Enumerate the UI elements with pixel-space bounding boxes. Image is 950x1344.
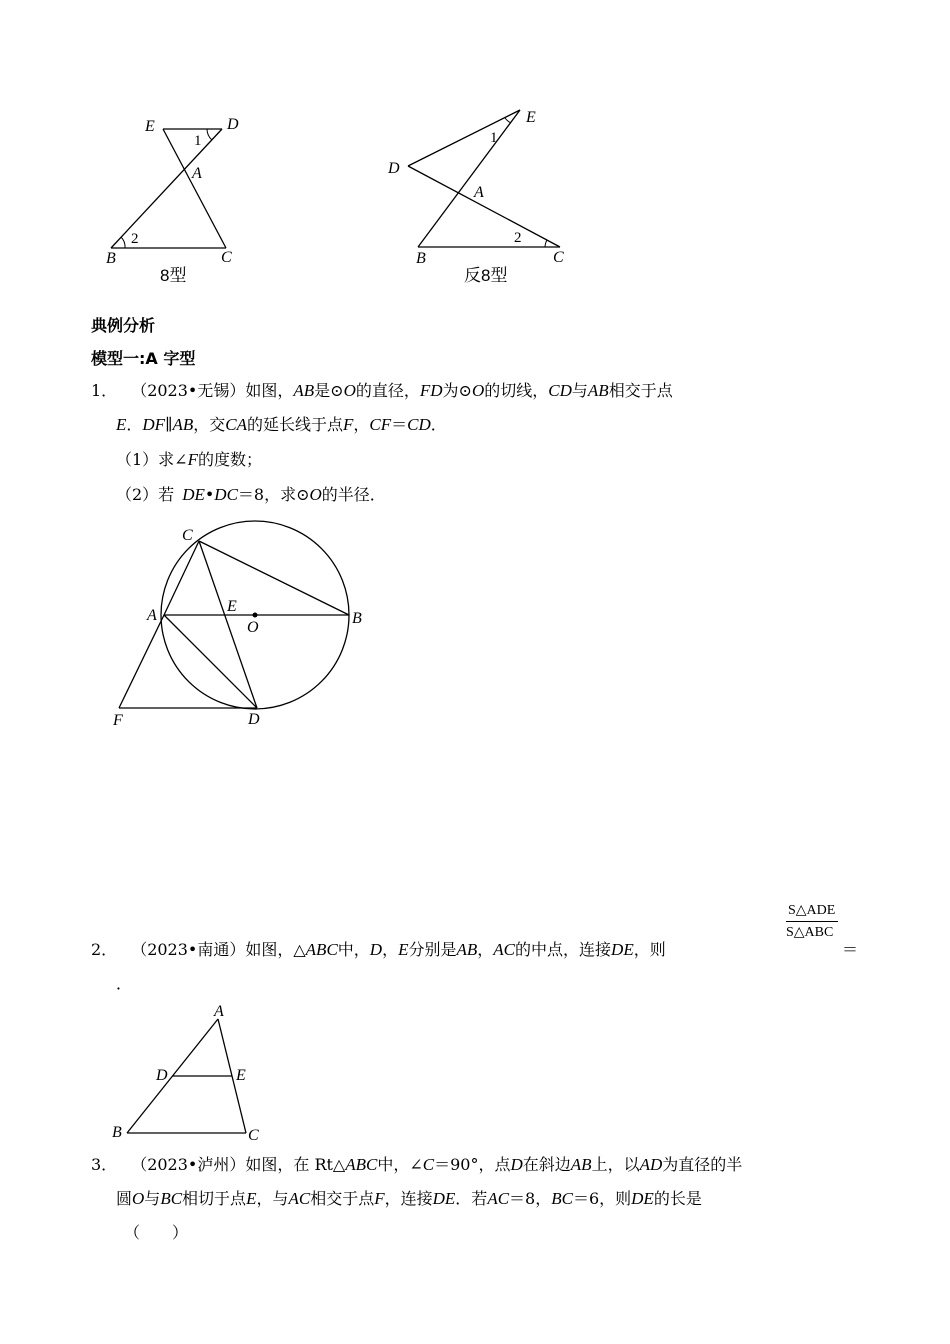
q1-part-1 bbox=[116, 443, 262, 477]
q3-text: ，连接 bbox=[384, 1189, 433, 1208]
q1-text: 的半径． bbox=[321, 485, 386, 504]
q2-text: 中， bbox=[337, 940, 370, 959]
figure-reverse-8-shape bbox=[380, 100, 580, 290]
q1-line-1 bbox=[91, 374, 861, 408]
q1-var: E bbox=[116, 415, 127, 434]
angle-2-arc bbox=[121, 237, 125, 248]
q1-var: AB bbox=[172, 415, 194, 434]
q3-var: C bbox=[422, 1155, 435, 1174]
q1-text: 与 bbox=[571, 381, 588, 400]
q1-var: AB bbox=[293, 381, 315, 400]
label-A: A bbox=[147, 607, 157, 624]
q2-triangle-figure bbox=[105, 1000, 275, 1150]
q1-text: ， bbox=[353, 415, 370, 434]
label-angle-2: 2 bbox=[514, 230, 522, 246]
q1-text: ． bbox=[430, 415, 447, 434]
q1-text: ＝ bbox=[391, 415, 408, 434]
figure-reverse-8-caption: 反8型 bbox=[464, 266, 508, 285]
q2-var: D bbox=[369, 940, 383, 959]
label-C: C bbox=[221, 249, 232, 266]
label-C: C bbox=[182, 527, 193, 544]
q3-text: ＝90°，点 bbox=[434, 1155, 511, 1174]
fraction-numerator: S△ADE bbox=[788, 903, 836, 918]
q1-var: F bbox=[343, 415, 354, 434]
q2-equals: ＝ bbox=[842, 940, 859, 959]
q2-number: 2． bbox=[91, 940, 118, 959]
label-D: D bbox=[156, 1067, 168, 1084]
q1-var: O bbox=[309, 485, 322, 504]
q2-var: AB bbox=[456, 940, 478, 959]
center-point-O bbox=[253, 613, 258, 618]
q1-var: CD bbox=[407, 415, 431, 434]
q1-var: CD bbox=[548, 381, 572, 400]
fraction-denominator: S△ABC bbox=[786, 925, 834, 940]
q1-var: DC bbox=[214, 485, 238, 504]
label-E: E bbox=[145, 118, 155, 135]
q3-text: 中，∠ bbox=[377, 1155, 423, 1174]
q3-line-2 bbox=[116, 1182, 702, 1216]
q3-text: 相切于点 bbox=[182, 1189, 247, 1208]
q3-text: 相交于点 bbox=[310, 1189, 375, 1208]
label-angle-2: 2 bbox=[131, 231, 139, 247]
label-B: B bbox=[416, 250, 426, 267]
q3-text: ＝6，则 bbox=[572, 1189, 632, 1208]
q2-source: （2023•南通） bbox=[131, 940, 246, 959]
q1-text: 为⊙ bbox=[442, 381, 472, 400]
q3-text: ．若 bbox=[455, 1189, 488, 1208]
q3-var: O bbox=[132, 1189, 145, 1208]
q3-answer-paren: （ ） bbox=[124, 1223, 189, 1242]
label-B: B bbox=[106, 250, 116, 267]
q3-text: 与 bbox=[144, 1189, 161, 1208]
q1-text: 是⊙ bbox=[314, 381, 344, 400]
q1-text: 的直径， bbox=[355, 381, 420, 400]
label-D: D bbox=[227, 116, 239, 133]
q3-var: F bbox=[374, 1189, 385, 1208]
q1-line-2 bbox=[116, 408, 447, 442]
q1-var: F bbox=[187, 450, 198, 469]
q2-fraction bbox=[786, 902, 840, 941]
q1-var: DE bbox=[182, 485, 205, 504]
q1-source: （2023•无锡） bbox=[131, 381, 246, 400]
label-E: E bbox=[227, 598, 237, 615]
q1-var: CF bbox=[369, 415, 392, 434]
q3-var: BC bbox=[160, 1189, 183, 1208]
angle-2-arc bbox=[545, 240, 547, 247]
q1-text: • bbox=[204, 485, 215, 504]
q3-var: AC bbox=[487, 1189, 510, 1208]
q2-text: 如图，△ bbox=[245, 940, 306, 959]
q3-var: D bbox=[510, 1155, 523, 1174]
segment-AF bbox=[119, 615, 164, 708]
q2-text: 分别是 bbox=[408, 940, 457, 959]
q2-text: ，则 bbox=[633, 940, 666, 959]
label-O: O bbox=[247, 619, 259, 636]
q2-blank-end: ． bbox=[116, 974, 133, 993]
segment-DB bbox=[111, 129, 222, 248]
q1-text: （1）求∠ bbox=[116, 450, 188, 469]
q1-var: CA bbox=[225, 415, 247, 434]
segment-EB bbox=[418, 110, 520, 247]
q3-var: AC bbox=[288, 1189, 311, 1208]
q1-text: ∥ bbox=[165, 415, 173, 434]
q1-part-2 bbox=[116, 478, 386, 512]
q1-var: AB bbox=[587, 381, 609, 400]
q3-var: DE bbox=[631, 1189, 654, 1208]
q3-text: 为直径的半 bbox=[662, 1155, 743, 1174]
q1-var: DF bbox=[142, 415, 166, 434]
q3-text: 的长是 bbox=[653, 1189, 702, 1208]
q3-source: （2023•泸州） bbox=[131, 1155, 246, 1174]
q3-number: 3． bbox=[91, 1155, 118, 1174]
label-B: B bbox=[112, 1124, 122, 1141]
model-title: 模型一:A 字型 bbox=[91, 349, 196, 368]
q1-circle-figure bbox=[105, 515, 375, 730]
q1-text: ，交 bbox=[193, 415, 226, 434]
q1-text: （2）若 bbox=[116, 485, 175, 504]
q3-text: 上，以 bbox=[591, 1155, 640, 1174]
q1-text: ＝8，求⊙ bbox=[237, 485, 310, 504]
q2-var: DE bbox=[611, 940, 634, 959]
fraction-bar bbox=[786, 921, 838, 922]
q3-text: ，与 bbox=[256, 1189, 289, 1208]
q3-text: 在斜边 bbox=[522, 1155, 571, 1174]
q1-var: O bbox=[343, 381, 356, 400]
q2-line-1 bbox=[91, 933, 666, 967]
label-F: F bbox=[113, 712, 123, 729]
segment-DE bbox=[408, 110, 520, 166]
label-E: E bbox=[236, 1067, 246, 1084]
q3-text: 圆 bbox=[116, 1189, 133, 1208]
q3-var: BC bbox=[551, 1189, 573, 1208]
label-angle-1: 1 bbox=[194, 133, 202, 149]
q1-text: 的切线， bbox=[484, 381, 549, 400]
q2-var: E bbox=[398, 940, 409, 959]
q1-text: 的延长线于点 bbox=[247, 415, 344, 434]
q2-var: ABC bbox=[305, 940, 338, 959]
q1-var: O bbox=[471, 381, 485, 400]
q1-var: FD bbox=[419, 381, 443, 400]
label-A: A bbox=[192, 165, 202, 182]
q3-text: ＝8， bbox=[509, 1189, 552, 1208]
angle-1-arc bbox=[207, 129, 212, 140]
segment-DC bbox=[408, 166, 560, 247]
q2-text: ， bbox=[477, 940, 494, 959]
angle-1-arc bbox=[505, 118, 511, 123]
q3-var: AB bbox=[570, 1155, 592, 1174]
q3-var: ABC bbox=[345, 1155, 378, 1174]
figure-8-caption: 8型 bbox=[160, 266, 187, 285]
q1-text: 的度数； bbox=[197, 450, 262, 469]
label-D: D bbox=[248, 711, 260, 728]
q3-var: DE bbox=[432, 1189, 456, 1208]
figure-8-shape bbox=[100, 105, 260, 290]
q3-text: 如图，在 Rt△ bbox=[245, 1155, 346, 1174]
q3-line-1 bbox=[91, 1148, 742, 1182]
q2-text: 的中点，连接 bbox=[515, 940, 612, 959]
label-A: A bbox=[474, 184, 484, 201]
q2-text: ， bbox=[382, 940, 399, 959]
q1-number: 1． bbox=[91, 381, 118, 400]
label-E: E bbox=[526, 109, 536, 126]
label-C: C bbox=[248, 1127, 259, 1144]
q3-var: AD bbox=[639, 1155, 663, 1174]
label-C: C bbox=[553, 249, 564, 266]
q3-var: E bbox=[246, 1189, 257, 1208]
q1-text: 如图， bbox=[245, 381, 294, 400]
label-A: A bbox=[214, 1003, 224, 1020]
label-D: D bbox=[388, 160, 400, 177]
label-angle-1: 1 bbox=[490, 130, 498, 146]
label-B: B bbox=[352, 610, 362, 627]
q1-text: 相交于点 bbox=[608, 381, 673, 400]
q2-var: AC bbox=[493, 940, 516, 959]
segment-AD bbox=[164, 615, 257, 708]
q1-text: ． bbox=[126, 415, 143, 434]
section-title: 典例分析 bbox=[91, 316, 156, 335]
